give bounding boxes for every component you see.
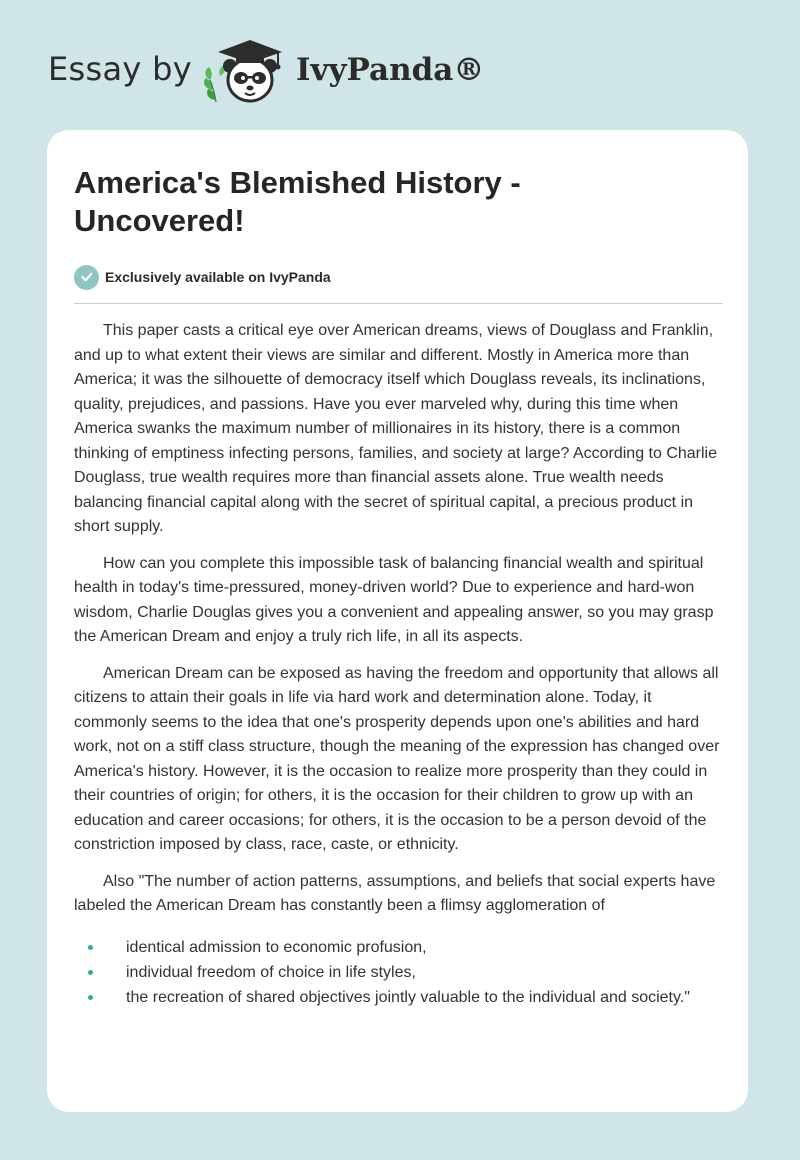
exclusive-badge <box>74 264 331 290</box>
bullet-list <box>74 935 724 1010</box>
list-item <box>74 935 724 960</box>
list-item <box>74 960 724 985</box>
essay-body <box>74 319 724 1010</box>
list-item-text: identical admission to economic profusion, <box>126 938 427 956</box>
panda-graduate-icon[interactable] <box>200 36 292 108</box>
essay-card <box>47 130 748 1112</box>
exclusive-label: Exclusively available on IvyPanda <box>105 269 331 285</box>
essay-by-label: Essay by <box>48 50 192 88</box>
paragraph: Also "The number of action patterns, assumptions, and beliefs that social experts have labeled the American Dream has constantly been a flimsy agglomeration of <box>74 872 716 914</box>
site-header <box>0 0 800 120</box>
paragraph: American Dream can be exposed as having the freedom and opportunity that allows all citizens to attain their goals in life via hard work and determination alone. Today, it commonly seems to the idea that one's prosperity depends upon one's abilities and hard work, not on a stiff class structure, though the meaning of the expression has changed over America's history. However, it is the occasion to realize more prosperity than they could in their countries of origin; for others, it is the occasion for their children to grow up with an education and career occasions; for others, it is the occasion to be a person devoid of the constriction imposed by class, race, caste, or ethnicity. <box>74 664 720 853</box>
brand-name[interactable]: IvyPanda® <box>296 52 485 88</box>
list-item <box>74 985 724 1010</box>
ivy-leaf-icon <box>204 65 226 102</box>
divider <box>74 303 723 304</box>
paragraph: How can you complete this impossible task of balancing financial wealth and spiritual health in today's time-pressured, money-driven world? Due to experience and hard-won wisdom, Charlie Douglas gives you a convenient and appealing answer, so you may grasp the American Dream and enjoy a truly rich life, in all its aspects. <box>74 554 714 645</box>
bullet-icon <box>88 995 93 1000</box>
list-item-text: the recreation of shared objectives jointly valuable to the individual and society." <box>126 988 690 1006</box>
check-circle-icon <box>74 265 99 290</box>
bullet-icon <box>88 970 93 975</box>
page-title: America's Blemished History - Uncovered! <box>74 165 521 238</box>
list-item-text: individual freedom of choice in life styles, <box>126 963 416 981</box>
bullet-icon <box>88 945 93 950</box>
paragraph: This paper casts a critical eye over American dreams, views of Douglass and Franklin, and up to what extent their views are similar and different. Mostly in America more than America; it was the silhouette of democracy itself which Douglass reveals, its inclinations, quality, prejudices, and passions. Have you ever marveled why, during this time when America swanks the maximum number of millionaires in its history, there is a common thinking of emptiness infecting persons, families, and society at large? According to Charlie Douglass, true wealth requires more than financial assets alone. True wealth needs balancing financial capital along with the secret of spiritual capital, a precious product in short supply. <box>74 322 718 535</box>
